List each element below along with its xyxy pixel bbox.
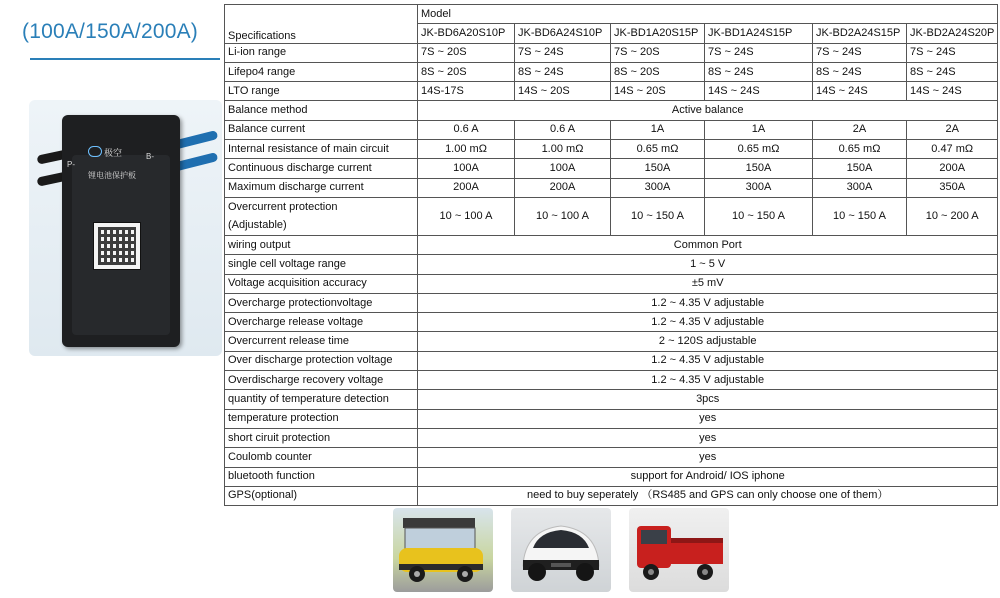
- row-label: Continuous discharge current: [225, 159, 418, 178]
- table-row: [225, 159, 998, 178]
- cell-value: 7S ~ 24S: [813, 43, 907, 62]
- table-row: [225, 467, 998, 486]
- row-label: Overdischarge recovery voltage: [225, 371, 418, 390]
- cell-value: 100A: [418, 159, 515, 178]
- cell-value: yes: [418, 428, 998, 447]
- cell-value: support for Android/ IOS iphone: [418, 467, 998, 486]
- cell-value: 1 ~ 5 V: [418, 255, 998, 274]
- cell-value: 0.6 A: [515, 120, 611, 139]
- cell-value: yes: [418, 448, 998, 467]
- table-row: [225, 313, 998, 332]
- board-text: 锂电池保护板: [88, 171, 136, 180]
- cell-value: 7S ~ 20S: [611, 43, 705, 62]
- row-label: wiring output: [225, 235, 418, 254]
- cell-value: 350A: [907, 178, 998, 197]
- cell-value: Active balance: [418, 101, 998, 120]
- cell-value: 14S ~ 20S: [611, 82, 705, 101]
- cell-value: 8S ~ 24S: [813, 62, 907, 81]
- cell-value: yes: [418, 409, 998, 428]
- row-label: [225, 197, 418, 235]
- vehicle-photo-truck: [629, 508, 729, 592]
- table-row: [225, 235, 998, 254]
- cell-value: 8S ~ 20S: [611, 62, 705, 81]
- cell-value: 2A: [907, 120, 998, 139]
- cell-value: 0.6 A: [418, 120, 515, 139]
- cell-value: 2A: [813, 120, 907, 139]
- specifications-label: Specifications: [225, 24, 418, 43]
- cell-value: ±5 mV: [418, 274, 998, 293]
- table-row: [225, 448, 998, 467]
- cell-value: 300A: [705, 178, 813, 197]
- table-row: [225, 293, 998, 312]
- cell-value: 150A: [813, 159, 907, 178]
- cell-value: 14S ~ 20S: [515, 82, 611, 101]
- cell-value: 0.47 mΩ: [907, 140, 998, 159]
- table-row: [225, 371, 998, 390]
- model-header: Model: [418, 5, 998, 24]
- brand-text: 极空: [104, 148, 123, 158]
- row-label: bluetooth function: [225, 467, 418, 486]
- cell-value: 8S ~ 20S: [418, 62, 515, 81]
- cell-value: 1.00 mΩ: [515, 140, 611, 159]
- table-row: [225, 351, 998, 370]
- row-label: Li-ion range: [225, 43, 418, 62]
- vehicle-photo-car: [511, 508, 611, 592]
- table-row: [225, 178, 998, 197]
- model-name: JK-BD1A20S15P: [611, 24, 705, 43]
- model-name: JK-BD6A20S10P: [418, 24, 515, 43]
- cell-value: need to buy seperately （RS485 and GPS can only choose one of them）: [418, 486, 998, 505]
- table-row: [225, 428, 998, 447]
- row-label: short ciruit protection: [225, 428, 418, 447]
- cell-value: 14S ~ 24S: [813, 82, 907, 101]
- cloud-logo-icon: [88, 146, 102, 157]
- cell-value: 8S ~ 24S: [515, 62, 611, 81]
- table-row: [225, 274, 998, 293]
- row-label: Balance current: [225, 120, 418, 139]
- table-row: [225, 255, 998, 274]
- cell-value: 7S ~ 20S: [418, 43, 515, 62]
- row-label-line2: (Adjustable): [228, 219, 287, 232]
- row-label: Coulomb counter: [225, 448, 418, 467]
- cell-value: 200A: [515, 178, 611, 197]
- row-label: Internal resistance of main circuit: [225, 140, 418, 159]
- row-label-line1: Overcurrent protection: [228, 201, 338, 214]
- table-row: [225, 409, 998, 428]
- cell-value: 0.65 mΩ: [611, 140, 705, 159]
- model-name: JK-BD2A24S15P: [813, 24, 907, 43]
- qr-code-icon: [93, 222, 141, 270]
- row-label: Maximum discharge current: [225, 178, 418, 197]
- model-name: JK-BD6A24S10P: [515, 24, 611, 43]
- cell-value: 1A: [705, 120, 813, 139]
- cell-value: 200A: [418, 178, 515, 197]
- cell-value: 10 ~ 150 A: [611, 197, 705, 235]
- row-label: Over discharge protection voltage: [225, 351, 418, 370]
- cell-value: 150A: [611, 159, 705, 178]
- table-row: [225, 43, 998, 62]
- table-row: [225, 101, 998, 120]
- row-label: Balance method: [225, 101, 418, 120]
- cell-value: 10 ~ 100 A: [515, 197, 611, 235]
- table-row: [225, 120, 998, 139]
- table-row-model: [225, 5, 998, 24]
- pin-label-right: B-: [146, 152, 154, 161]
- title-underline: [30, 58, 220, 60]
- row-label: temperature protection: [225, 409, 418, 428]
- row-label: Voltage acquisition accuracy: [225, 274, 418, 293]
- spec-table: [224, 4, 998, 506]
- cell-value: Common Port: [418, 235, 998, 254]
- pin-label-left: P-: [67, 160, 75, 169]
- row-label: LTO range: [225, 82, 418, 101]
- row-label: quantity of temperature detection: [225, 390, 418, 409]
- row-label: single cell voltage range: [225, 255, 418, 274]
- corner-cell: [225, 5, 418, 24]
- cell-value: 1.2 ~ 4.35 V adjustable: [418, 371, 998, 390]
- cell-value: 300A: [813, 178, 907, 197]
- cell-value: 1.2 ~ 4.35 V adjustable: [418, 293, 998, 312]
- cell-value: 14S ~ 24S: [705, 82, 813, 101]
- cell-value: 10 ~ 200 A: [907, 197, 998, 235]
- cell-value: 1A: [611, 120, 705, 139]
- cell-value: 300A: [611, 178, 705, 197]
- cell-value: 100A: [515, 159, 611, 178]
- table-row: [225, 390, 998, 409]
- row-label: Overcharge protectionvoltage: [225, 293, 418, 312]
- cell-value: 150A: [705, 159, 813, 178]
- cell-value: 10 ~ 150 A: [813, 197, 907, 235]
- cell-value: 14S ~ 24S: [907, 82, 998, 101]
- row-label: Overcurrent release time: [225, 332, 418, 351]
- cell-value: 10 ~ 100 A: [418, 197, 515, 235]
- table-row-overcurrent: [225, 197, 998, 235]
- cell-value: 7S ~ 24S: [705, 43, 813, 62]
- cell-value: 1.2 ~ 4.35 V adjustable: [418, 313, 998, 332]
- cell-value: 200A: [907, 159, 998, 178]
- cell-value: 10 ~ 150 A: [705, 197, 813, 235]
- model-name: JK-BD2A24S20P: [907, 24, 998, 43]
- table-row-specifications: [225, 24, 998, 43]
- cell-value: 14S-17S: [418, 82, 515, 101]
- table-row: [225, 140, 998, 159]
- vehicle-photo-bus: [393, 508, 493, 592]
- cell-value: 8S ~ 24S: [907, 62, 998, 81]
- row-label: Overcharge release voltage: [225, 313, 418, 332]
- cell-value: 1.00 mΩ: [418, 140, 515, 159]
- table-row: [225, 332, 998, 351]
- model-name: JK-BD1A24S15P: [705, 24, 813, 43]
- table-row: [225, 486, 998, 505]
- cell-value: 1.2 ~ 4.35 V adjustable: [418, 351, 998, 370]
- cell-value: 0.65 mΩ: [813, 140, 907, 159]
- cell-value: 8S ~ 24S: [705, 62, 813, 81]
- cell-value: 0.65 mΩ: [705, 140, 813, 159]
- table-row: [225, 82, 998, 101]
- cell-value: 7S ~ 24S: [515, 43, 611, 62]
- page-title: (100A/150A/200A): [22, 20, 198, 43]
- cell-value: 7S ~ 24S: [907, 43, 998, 62]
- cell-value: 3pcs: [418, 390, 998, 409]
- row-label: Lifepo4 range: [225, 62, 418, 81]
- cell-value: 2 ~ 120S adjustable: [418, 332, 998, 351]
- row-label: GPS(optional): [225, 486, 418, 505]
- table-row: [225, 62, 998, 81]
